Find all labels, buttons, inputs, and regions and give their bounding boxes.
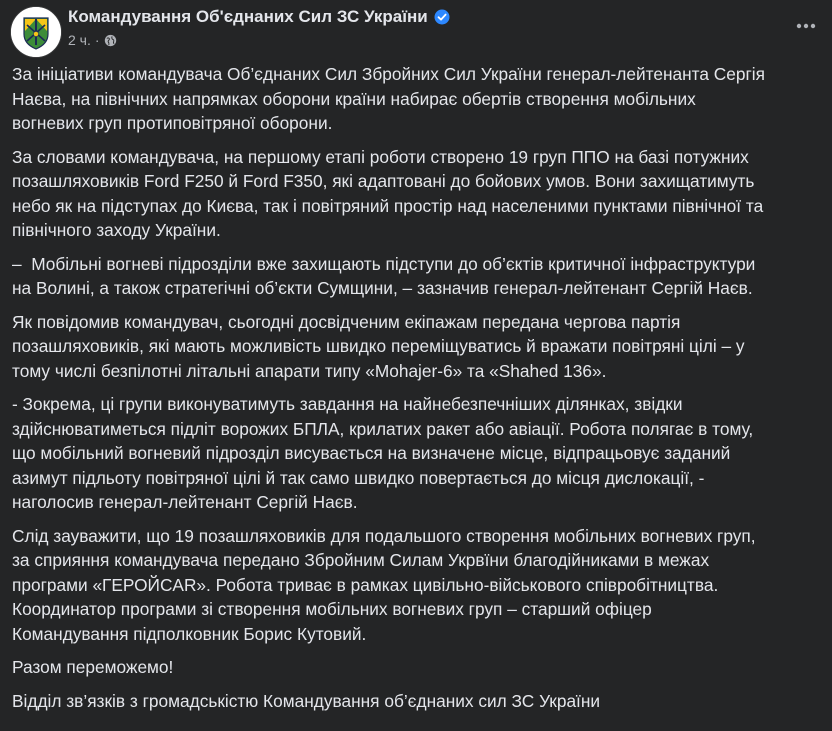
post-paragraph: - Зокрема, ці групи виконуватимуть завдання на найнебезпечніших ділянках, звідки здійснюватиметься підліт ворожих БПЛА, крилатих ракет або авіації. Робота полягає в тому, що мобільний вогневий підрозділ висувається на визначене місце, відпрацьовує заданий азимут підльоту повітряної цілі й так само швидко повертається до місця дислокації, - наголосив генерал-лейтенант Сергій Наєв. bbox=[12, 394, 754, 512]
post-paragraph: Слід зауважити, що 19 позашляховиків для подальшого створення мобільних вогневих груп, за сприяння командувача передано Збройним Силам Укрвїни благодійниками в межах програми «ГЕРОЙCAR». Робота триває в рамках цивільно-військового співробітництва. Координатор програми зі створення мобільних вогневих груп – старший офіцер Командування підполковник Борис Кутовий. bbox=[12, 525, 756, 644]
post-header bbox=[10, 4, 824, 58]
page-avatar[interactable] bbox=[10, 6, 62, 58]
post-paragraph: За словами командувача, на першому етапі роботи створено 19 груп ППО на базі потужних позашляховиків Ford F250 й Ford F350, які адаптовані до бойових умов. Вони захищатимуть небо як на підступах до Києва, так і повітряний простір над населеними пунктами північної та північного заходу України. bbox=[12, 146, 764, 240]
page-name-link[interactable]: Командування Об'єднаних Сил ЗС України bbox=[68, 7, 428, 26]
post-paragraph: За ініціативи командувача Об’єднаних Сил Збройних Сил України генерал-лейтенанта Сергія Наєва, на північних напрямках оборони країни набирає обертів створення мобільних вогневих груп протиповітряної оборони. bbox=[12, 64, 766, 133]
more-options-button[interactable] bbox=[792, 12, 820, 40]
joint-forces-emblem-icon bbox=[11, 7, 61, 57]
post-paragraph: Разом переможемо! bbox=[12, 657, 174, 677]
verified-badge-icon bbox=[434, 9, 450, 25]
meta-separator: · bbox=[94, 32, 100, 48]
post-meta bbox=[68, 32, 117, 48]
globe-icon[interactable] bbox=[104, 34, 117, 47]
post-paragraph: Відділ зв’язків з громадськістю Командування об’єднаних сил ЗС України bbox=[12, 690, 601, 711]
author-row bbox=[68, 6, 450, 28]
post-paragraph: – Мобільні вогневі підрозділи вже захищають підступи до об’єктів критичної інфраструктури на Волині, а також стратегічні об’єкти Сумщини, – зазначив генерал-лейтенант Сергій Наєв. bbox=[12, 253, 756, 298]
more-options-icon bbox=[796, 23, 816, 29]
post-body bbox=[12, 62, 822, 722]
post-paragraph: Як повідомив командувач, сьогодні досвідченим екіпажам передана чергова партія позашляховиків, які мають можливість швидко переміщуватись й вражати повітряні цілі – у тому числі безпілотні літальні апарати типу «Mohajer-6» та «Shahed 136». bbox=[12, 311, 745, 381]
post-timestamp[interactable]: 2 ч. bbox=[68, 32, 91, 48]
